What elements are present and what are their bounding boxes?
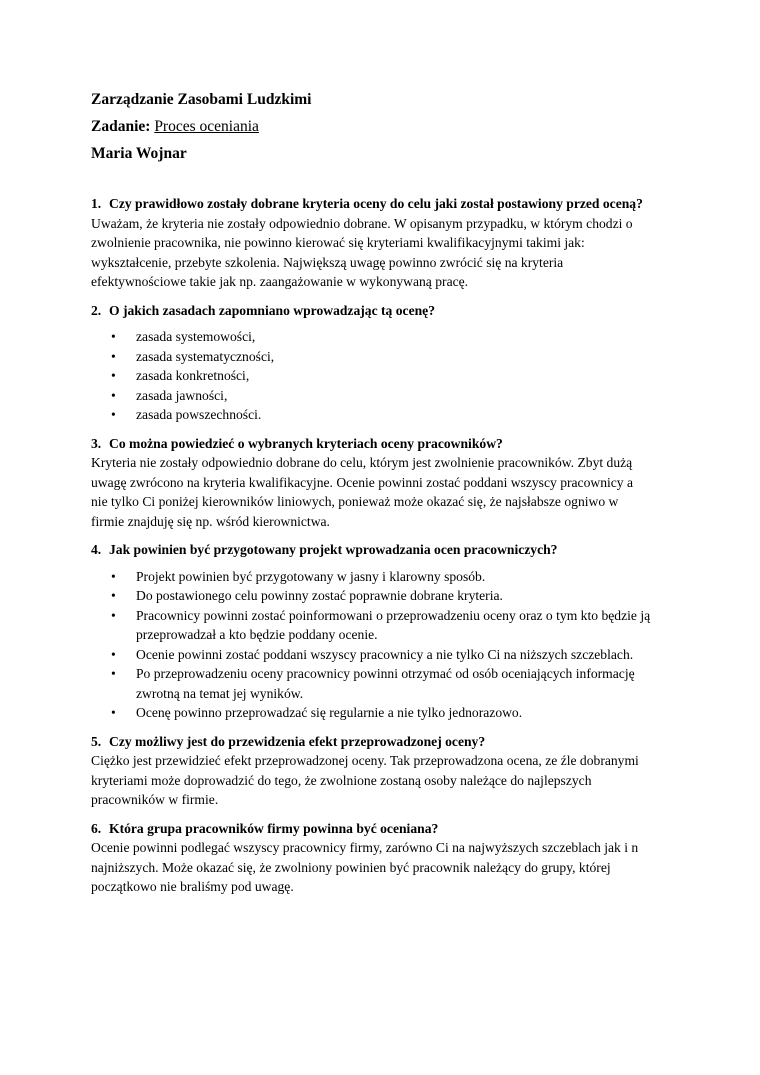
answer-line: Ocenie powinni podlegać wszyscy pracownicy firmy, zarówno Ci na najwyższych szczeblach jak i n	[91, 840, 639, 855]
answer-line: efektywnościowe takie jak np. zaangażowanie w wykonywaną pracę.	[91, 274, 469, 289]
answer-line: uwagę zwrócono na kryteria kwalifikacyjne. Ocenie powinni zostać poddani wszyscy pracownicy a	[91, 474, 634, 490]
list-item: • Projekt powinien być przygotowany w jasny i klarowny sposób.	[111, 568, 486, 584]
bullet-list	[91, 327, 681, 425]
question-heading: 5. Czy możliwy jest do przewidzenia efekt przeprowadzonej oceny?	[91, 733, 486, 749]
task-line	[91, 113, 681, 140]
list-item: • zasada jawności,	[111, 387, 228, 403]
answer-line: firmie znajduję się np. wśród kierownictwa.	[91, 513, 330, 529]
list-item: • Po przeprowadzeniu oceny pracownicy powinni otrzymać od osób oceniających informację zwrotną na temat jej wyników.	[111, 666, 635, 701]
question-heading: 6. Która grupa pracowników firmy powinna być oceniana?	[91, 820, 439, 836]
answer-line: pracowników w firmie.	[91, 792, 219, 807]
course-title: Zarządzanie Zasobami Ludzkimi	[91, 91, 312, 108]
list-item: • Ocenę powinno przeprowadzać się regularnie a nie tylko jednorazowo.	[111, 705, 523, 720]
answer-line: Uważam, że kryteria nie zostały odpowiednio dobrane. W opisanym przypadku, w którym chodzi o	[91, 215, 633, 231]
list-item: • Ocenie powinni zostać poddani wszyscy pracownicy a nie tylko Ci na niższych szczeblach.	[111, 646, 634, 662]
author-name: Maria Wojnar	[91, 145, 187, 162]
section-4	[91, 540, 681, 723]
list-item: • zasada systematyczności,	[111, 348, 275, 364]
answer-line: Kryteria nie zostały odpowiednio dobrane do celu, którym jest zwolnienie pracowników. Zbyt dużą	[91, 455, 633, 470]
answer-line: najniższych. Może okazać się, że zwolniony powinien być pracownik należący do grupy, której	[91, 859, 611, 875]
question-heading: 4. Jak powinien być przygotowany projekt wprowadzania ocen pracowniczych?	[91, 542, 558, 557]
answer-line: wykształcenie, przebyte szkolenia. Największą uwagę powinno zwrócić się na kryteria	[91, 254, 564, 270]
list-item: • zasada konkretności,	[111, 368, 250, 383]
answer-line: nie tylko Ci poniżej kierowników liniowych, ponieważ może okazać się, że najsłabsze ogniwo w	[91, 494, 619, 509]
bullet-list	[91, 567, 681, 723]
question-heading: 1. Czy prawidłowo zostały dobrane kryteria oceny do celu jaki został postawiony przed oceną?	[91, 196, 643, 211]
answer-line: kryteriami może doprowadzić do tego, że zwolnione zostaną osoby należące do najlepszych	[91, 772, 592, 788]
list-item: • zasada systemowości,	[111, 329, 256, 344]
list-item: • zasada powszechności.	[111, 407, 262, 422]
question-heading: 3. Co można powiedzieć o wybranych kryteriach oceny pracowników?	[91, 435, 503, 451]
section-1	[91, 194, 681, 292]
task-label: Zadanie:	[91, 118, 151, 135]
answer-line: zwolnienie pracownika, nie powinno kierować się kryteriami kwalifikacyjnymi takimi jak:	[91, 235, 585, 250]
section-2	[91, 301, 681, 425]
question-heading: 2. O jakich zasadach zapomniano wprowadzając tą ocenę?	[91, 302, 435, 318]
answer-line: początkowo nie braliśmy pod uwagę.	[91, 879, 294, 894]
list-item: • Pracownicy powinni zostać poinformowani o przeprowadzeniu oceny oraz o tym kto będzie ją przeprowadzał a kto będzie poddany ocenie.	[111, 607, 651, 642]
task-value: Proces oceniania	[154, 118, 259, 135]
section-6	[91, 819, 681, 897]
answer-line: Ciężko jest przewidzieć efekt przeprowadzonej oceny. Tak przeprowadzona ocena, ze źle dobranymi	[91, 753, 639, 768]
section-5	[91, 732, 681, 810]
document-page	[91, 86, 681, 906]
section-3	[91, 434, 681, 532]
list-item: • Do postawionego celu powinny zostać poprawnie dobrane kryteria.	[111, 588, 503, 603]
